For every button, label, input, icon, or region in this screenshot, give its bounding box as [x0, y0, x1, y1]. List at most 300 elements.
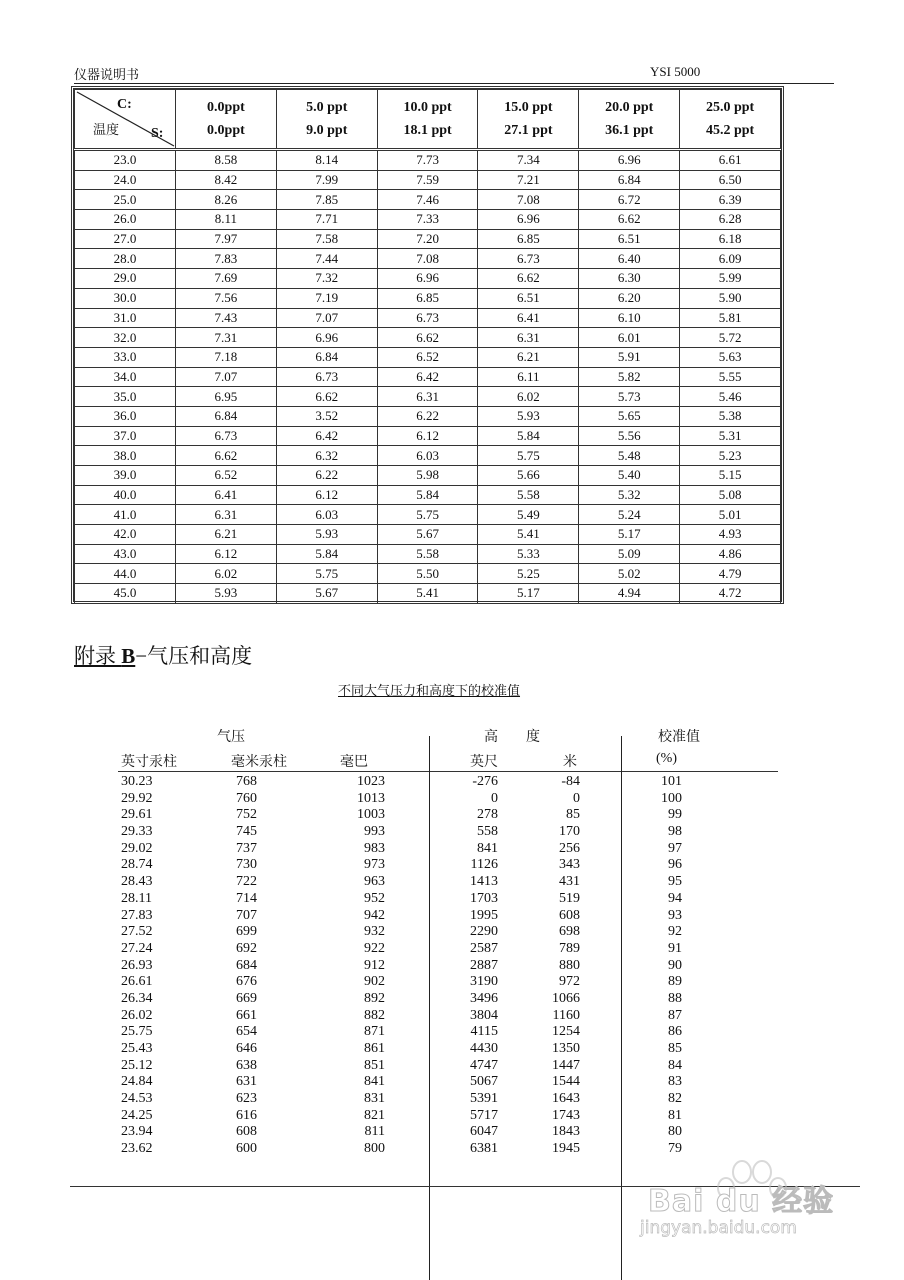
data-cell: 922: [364, 940, 385, 956]
oxygen-value-cell: 5.38: [680, 406, 781, 426]
data-cell: 101: [661, 774, 682, 789]
watermark-brand: Bai du 经验: [648, 1184, 835, 1219]
altitude-group-header: 高 度: [484, 730, 540, 745]
column-header: 20.0 ppt 36.1 ppt: [579, 90, 680, 150]
data-cell: -84: [561, 774, 580, 789]
oxygen-value-cell: 4.86: [680, 544, 781, 564]
oxygen-value-cell: 5.90: [680, 288, 781, 308]
oxygen-value-cell: 7.46: [377, 190, 478, 210]
oxygen-value-cell: 6.61: [680, 150, 781, 171]
data-cell: 646: [236, 1041, 257, 1056]
temperature-cell: 41.0: [75, 505, 176, 525]
oxygen-value-cell: 5.02: [579, 564, 680, 584]
data-cell: 83: [668, 1074, 682, 1090]
data-cell: 714: [236, 890, 257, 906]
data-cell: 831: [364, 1091, 385, 1107]
data-cell: 600: [236, 1141, 257, 1157]
appendix-b-subtitle: 不同大气压力和高度下的校准值: [338, 683, 521, 698]
header-rule: [74, 83, 834, 84]
temperature-cell: 25.0: [75, 190, 176, 210]
temperature-cell: 36.0: [75, 406, 176, 426]
data-cell: 737: [236, 840, 257, 856]
data-cell: 26.93: [121, 957, 153, 973]
data-cell: 1995: [470, 907, 498, 923]
data-cell: 760: [236, 790, 257, 806]
temperature-cell: 45.0: [75, 584, 176, 604]
oxygen-value-cell: 7.58: [276, 229, 377, 249]
data-cell: 99: [668, 807, 682, 823]
data-cell: 3190: [470, 974, 498, 990]
data-cell: 170: [559, 824, 580, 840]
data-cell: 29.33: [121, 824, 153, 840]
data-cell: 1413: [470, 874, 498, 890]
mbar-column: [335, 774, 385, 1158]
data-cell: 841: [364, 1074, 385, 1090]
oxygen-value-cell: 5.15: [680, 466, 781, 486]
table-row: [75, 544, 781, 564]
oxygen-value-cell: 5.93: [276, 525, 377, 545]
oxygen-value-cell: 5.93: [176, 584, 277, 604]
data-cell: 902: [364, 974, 385, 990]
data-cell: 0: [491, 790, 498, 806]
data-cell: 27.24: [121, 940, 153, 956]
data-cell: 96: [668, 857, 682, 873]
data-cell: 27.52: [121, 924, 153, 940]
oxygen-value-cell: 6.52: [176, 466, 277, 486]
col-header-percent: (%): [656, 751, 677, 766]
data-cell: 30.23: [121, 774, 153, 789]
table-row: [75, 190, 781, 210]
oxygen-value-cell: 6.50: [680, 170, 781, 190]
data-cell: 26.61: [121, 974, 153, 990]
data-cell: 94: [668, 890, 682, 906]
oxygen-value-cell: 5.17: [478, 584, 579, 604]
data-cell: 278: [477, 807, 498, 823]
oxygen-value-cell: 6.31: [478, 328, 579, 348]
oxygen-value-cell: 6.96: [579, 150, 680, 171]
data-cell: 3496: [470, 990, 498, 1006]
data-cell: 692: [236, 940, 257, 956]
data-cell: 841: [477, 840, 498, 856]
data-cell: 608: [559, 907, 580, 923]
oxygen-value-cell: 5.84: [377, 485, 478, 505]
appendix-b-title: 附录 B−气压和高度: [74, 644, 253, 668]
data-cell: 26.34: [121, 990, 153, 1006]
oxygen-value-cell: 7.99: [276, 170, 377, 190]
salinity-label: S:: [151, 126, 164, 141]
oxygen-value-cell: 5.46: [680, 387, 781, 407]
data-cell: 88: [668, 990, 682, 1006]
data-cell: 4747: [470, 1057, 498, 1073]
data-cell: 85: [668, 1041, 682, 1056]
temperature-cell: 34.0: [75, 367, 176, 387]
oxygen-value-cell: 4.93: [680, 525, 781, 545]
temperature-cell: 23.0: [75, 150, 176, 171]
temperature-cell: 38.0: [75, 446, 176, 466]
oxygen-value-cell: 8.26: [176, 190, 277, 210]
oxygen-table-body: [75, 150, 781, 604]
oxygen-value-cell: 7.08: [377, 249, 478, 269]
oxygen-value-cell: 6.52: [377, 347, 478, 367]
table-row: [75, 308, 781, 328]
oxygen-value-cell: 6.85: [377, 288, 478, 308]
column-header: 5.0 ppt 9.0 ppt: [276, 90, 377, 150]
oxygen-value-cell: 7.69: [176, 269, 277, 289]
temperature-cell: 24.0: [75, 170, 176, 190]
oxygen-value-cell: 6.02: [478, 387, 579, 407]
data-cell: 752: [236, 807, 257, 823]
data-cell: 699: [236, 924, 257, 940]
oxygen-value-cell: 7.97: [176, 229, 277, 249]
oxygen-value-cell: 4.72: [680, 584, 781, 604]
oxygen-value-cell: 7.56: [176, 288, 277, 308]
data-cell: 24.53: [121, 1091, 153, 1107]
oxygen-value-cell: 7.19: [276, 288, 377, 308]
data-cell: 89: [668, 974, 682, 990]
oxygen-value-cell: 6.84: [176, 406, 277, 426]
data-cell: 82: [668, 1091, 682, 1107]
col-header-feet: 英尺: [470, 755, 498, 770]
mmhg-column: [236, 774, 276, 1158]
oxygen-value-cell: 5.32: [579, 485, 680, 505]
percent-column: [640, 774, 682, 1158]
oxygen-value-cell: 6.84: [276, 347, 377, 367]
data-cell: 1703: [470, 890, 498, 906]
data-cell: 1003: [357, 807, 385, 823]
data-cell: 972: [559, 974, 580, 990]
oxygen-value-cell: 5.75: [377, 505, 478, 525]
oxygen-value-cell: 5.49: [478, 505, 579, 525]
table-row: [75, 564, 781, 584]
table-row: [75, 210, 781, 230]
data-cell: 431: [559, 874, 580, 890]
oxygen-value-cell: 6.62: [176, 446, 277, 466]
col-header-meters: 米: [563, 755, 577, 770]
temperature-cell: 26.0: [75, 210, 176, 230]
oxygen-value-cell: 5.17: [579, 525, 680, 545]
oxygen-value-cell: 7.07: [176, 367, 277, 387]
data-cell: 90: [668, 957, 682, 973]
data-cell: 6047: [470, 1124, 498, 1140]
oxygen-value-cell: 6.42: [377, 367, 478, 387]
oxygen-value-cell: 5.66: [478, 466, 579, 486]
temperature-cell: 35.0: [75, 387, 176, 407]
oxygen-value-cell: 6.10: [579, 308, 680, 328]
data-cell: 871: [364, 1024, 385, 1040]
data-cell: 91: [668, 940, 682, 956]
table-row: [75, 150, 781, 171]
data-cell: 963: [364, 874, 385, 890]
data-cell: 26.02: [121, 1007, 153, 1023]
data-cell: 661: [236, 1007, 257, 1023]
oxygen-value-cell: 6.12: [276, 485, 377, 505]
oxygen-value-cell: 6.21: [478, 347, 579, 367]
oxygen-value-cell: 6.72: [579, 190, 680, 210]
data-cell: 343: [559, 857, 580, 873]
data-cell: 95: [668, 874, 682, 890]
oxygen-value-cell: 6.73: [176, 426, 277, 446]
data-cell: 1126: [470, 857, 498, 873]
oxygen-value-cell: 6.31: [176, 505, 277, 525]
data-cell: 93: [668, 907, 682, 923]
table-row: [75, 426, 781, 446]
data-cell: 2587: [470, 940, 498, 956]
data-cell: 1160: [552, 1007, 580, 1023]
data-cell: 993: [364, 824, 385, 840]
data-cell: 1066: [552, 990, 580, 1006]
oxygen-value-cell: 5.55: [680, 367, 781, 387]
data-cell: 23.94: [121, 1124, 153, 1140]
oxygen-value-cell: 6.62: [579, 210, 680, 230]
temperature-cell: 27.0: [75, 229, 176, 249]
oxygen-value-cell: 6.18: [680, 229, 781, 249]
oxygen-value-cell: 5.58: [478, 485, 579, 505]
data-cell: 256: [559, 840, 580, 856]
data-cell: 29.61: [121, 807, 153, 823]
table-row: [75, 328, 781, 348]
data-cell: 92: [668, 924, 682, 940]
data-cell: 1447: [552, 1057, 580, 1073]
data-cell: 87: [668, 1007, 682, 1023]
oxygen-value-cell: 5.41: [377, 584, 478, 604]
column-header: 25.0 ppt 45.2 ppt: [680, 90, 781, 150]
oxygen-value-cell: 6.31: [377, 387, 478, 407]
table-header-row: [75, 90, 781, 150]
oxygen-value-cell: 5.58: [377, 544, 478, 564]
oxygen-value-cell: 6.40: [579, 249, 680, 269]
oxygen-value-cell: 6.51: [579, 229, 680, 249]
oxygen-value-cell: 6.11: [478, 367, 579, 387]
oxygen-solubility-table: [71, 86, 784, 604]
oxygen-value-cell: 6.22: [276, 466, 377, 486]
oxygen-value-cell: 6.41: [176, 485, 277, 505]
oxygen-value-cell: 3.52: [276, 406, 377, 426]
table-row: [75, 367, 781, 387]
data-cell: 0: [573, 790, 580, 806]
column-header: 0.0ppt 0.0ppt: [176, 90, 277, 150]
table-row: [75, 288, 781, 308]
oxygen-value-cell: 6.41: [478, 308, 579, 328]
oxygen-value-cell: 5.67: [276, 584, 377, 604]
oxygen-value-cell: 6.21: [176, 525, 277, 545]
column-header: 15.0 ppt 27.1 ppt: [478, 90, 579, 150]
data-cell: 86: [668, 1024, 682, 1040]
data-cell: 623: [236, 1091, 257, 1107]
oxygen-value-cell: 5.82: [579, 367, 680, 387]
oxygen-value-cell: 5.73: [579, 387, 680, 407]
document-header-model: YSI 5000: [650, 64, 701, 79]
data-cell: 654: [236, 1024, 257, 1040]
oxygen-value-cell: 6.51: [478, 288, 579, 308]
data-cell: 745: [236, 824, 257, 840]
data-cell: 768: [236, 774, 257, 789]
data-cell: 1643: [552, 1091, 580, 1107]
oxygen-value-cell: 6.12: [377, 426, 478, 446]
col-header-mmhg: 毫米汞柱: [231, 755, 287, 770]
pressure-group-header: 气压: [217, 730, 245, 745]
data-cell: 25.43: [121, 1041, 153, 1056]
data-cell: 25.12: [121, 1057, 153, 1073]
oxygen-value-cell: 7.32: [276, 269, 377, 289]
data-cell: 100: [661, 790, 682, 806]
data-cell: 27.83: [121, 907, 153, 923]
data-cell: 1254: [552, 1024, 580, 1040]
table-row: [75, 584, 781, 604]
data-cell: 2290: [470, 924, 498, 940]
chlorinity-label: C:: [117, 97, 132, 112]
oxygen-value-cell: 7.20: [377, 229, 478, 249]
table-row: [75, 387, 781, 407]
oxygen-value-cell: 5.93: [478, 406, 579, 426]
oxygen-value-cell: 5.25: [478, 564, 579, 584]
data-cell: 24.84: [121, 1074, 153, 1090]
oxygen-value-cell: 7.31: [176, 328, 277, 348]
data-cell: 638: [236, 1057, 257, 1073]
temperature-cell: 42.0: [75, 525, 176, 545]
oxygen-value-cell: 6.32: [276, 446, 377, 466]
oxygen-value-cell: 6.09: [680, 249, 781, 269]
oxygen-value-cell: 5.63: [680, 347, 781, 367]
data-cell: 684: [236, 957, 257, 973]
data-cell: 28.11: [121, 890, 152, 906]
data-cell: 851: [364, 1057, 385, 1073]
inhg-column: [121, 774, 181, 1158]
data-cell: 79: [668, 1141, 682, 1157]
oxygen-value-cell: 6.96: [377, 269, 478, 289]
data-cell: 1843: [552, 1124, 580, 1140]
data-cell: 1013: [357, 790, 385, 806]
header-rule-b: [118, 771, 778, 772]
oxygen-value-cell: 5.75: [478, 446, 579, 466]
table-row: [75, 170, 781, 190]
data-cell: 519: [559, 890, 580, 906]
data-cell: 4430: [470, 1041, 498, 1056]
data-cell: 669: [236, 990, 257, 1006]
data-cell: 811: [364, 1124, 385, 1140]
oxygen-value-cell: 6.02: [176, 564, 277, 584]
column-divider: [621, 736, 622, 1280]
oxygen-value-cell: 6.03: [276, 505, 377, 525]
oxygen-value-cell: 7.08: [478, 190, 579, 210]
data-cell: 5391: [470, 1091, 498, 1107]
oxygen-value-cell: 5.33: [478, 544, 579, 564]
oxygen-value-cell: 5.24: [579, 505, 680, 525]
oxygen-value-cell: 5.09: [579, 544, 680, 564]
data-cell: 608: [236, 1124, 257, 1140]
oxygen-value-cell: 6.73: [276, 367, 377, 387]
oxygen-value-cell: 7.85: [276, 190, 377, 210]
feet-column: [448, 774, 498, 1158]
oxygen-value-cell: 6.85: [478, 229, 579, 249]
data-cell: 912: [364, 957, 385, 973]
oxygen-value-cell: 8.14: [276, 150, 377, 171]
table-row: [75, 466, 781, 486]
oxygen-value-cell: 6.73: [377, 308, 478, 328]
oxygen-value-cell: 5.40: [579, 466, 680, 486]
oxygen-value-cell: 7.18: [176, 347, 277, 367]
temperature-cell: 31.0: [75, 308, 176, 328]
oxygen-value-cell: 6.22: [377, 406, 478, 426]
temperature-cell: 37.0: [75, 426, 176, 446]
data-cell: 952: [364, 890, 385, 906]
data-cell: 983: [364, 840, 385, 856]
data-cell: 1743: [552, 1107, 580, 1123]
data-cell: 23.62: [121, 1141, 153, 1157]
data-cell: 1544: [552, 1074, 580, 1090]
data-cell: 631: [236, 1074, 257, 1090]
oxygen-value-cell: 6.12: [176, 544, 277, 564]
table-row: [75, 249, 781, 269]
temperature-cell: 29.0: [75, 269, 176, 289]
data-cell: 25.75: [121, 1024, 153, 1040]
oxygen-value-cell: 5.84: [478, 426, 579, 446]
col-header-inhg: 英寸汞柱: [121, 755, 177, 770]
oxygen-value-cell: 5.23: [680, 446, 781, 466]
data-cell: 722: [236, 874, 257, 890]
temperature-cell: 33.0: [75, 347, 176, 367]
data-cell: 730: [236, 857, 257, 873]
oxygen-value-cell: 5.08: [680, 485, 781, 505]
column-divider: [429, 736, 430, 1280]
table-row: [75, 269, 781, 289]
data-cell: 5717: [470, 1107, 498, 1123]
oxygen-value-cell: 7.83: [176, 249, 277, 269]
data-cell: 80: [668, 1124, 682, 1140]
oxygen-value-cell: 6.73: [478, 249, 579, 269]
data-cell: 1945: [552, 1141, 580, 1157]
oxygen-value-cell: 7.34: [478, 150, 579, 171]
oxygen-value-cell: 6.84: [579, 170, 680, 190]
data-cell: 81: [668, 1107, 682, 1123]
oxygen-value-cell: 5.81: [680, 308, 781, 328]
data-cell: 558: [477, 824, 498, 840]
table-row: [75, 505, 781, 525]
oxygen-value-cell: 5.48: [579, 446, 680, 466]
temperature-label: 温度: [93, 122, 120, 137]
data-cell: 85: [566, 807, 580, 823]
data-cell: 97: [668, 840, 682, 856]
oxygen-value-cell: 6.62: [377, 328, 478, 348]
oxygen-value-cell: 7.07: [276, 308, 377, 328]
oxygen-value-cell: 5.72: [680, 328, 781, 348]
data-cell: 29.02: [121, 840, 153, 856]
oxygen-value-cell: 7.71: [276, 210, 377, 230]
oxygen-value-cell: 6.96: [276, 328, 377, 348]
oxygen-value-cell: 5.31: [680, 426, 781, 446]
oxygen-value-cell: 6.30: [579, 269, 680, 289]
document-header-title: 仪器说明书: [74, 67, 140, 82]
table-row: [75, 485, 781, 505]
oxygen-value-cell: 6.01: [579, 328, 680, 348]
data-cell: 698: [559, 924, 580, 940]
oxygen-value-cell: 7.59: [377, 170, 478, 190]
oxygen-value-cell: 5.01: [680, 505, 781, 525]
data-cell: 861: [364, 1041, 385, 1056]
oxygen-value-cell: 7.21: [478, 170, 579, 190]
data-cell: 98: [668, 824, 682, 840]
data-cell: 1350: [552, 1041, 580, 1056]
data-cell: 800: [364, 1141, 385, 1157]
oxygen-value-cell: 6.28: [680, 210, 781, 230]
meters-column: [530, 774, 580, 1158]
data-cell: 973: [364, 857, 385, 873]
data-cell: 789: [559, 940, 580, 956]
temperature-cell: 32.0: [75, 328, 176, 348]
oxygen-value-cell: 8.42: [176, 170, 277, 190]
oxygen-value-cell: 6.96: [478, 210, 579, 230]
column-header: 10.0 ppt 18.1 ppt: [377, 90, 478, 150]
corner-header-cell: [75, 90, 176, 150]
